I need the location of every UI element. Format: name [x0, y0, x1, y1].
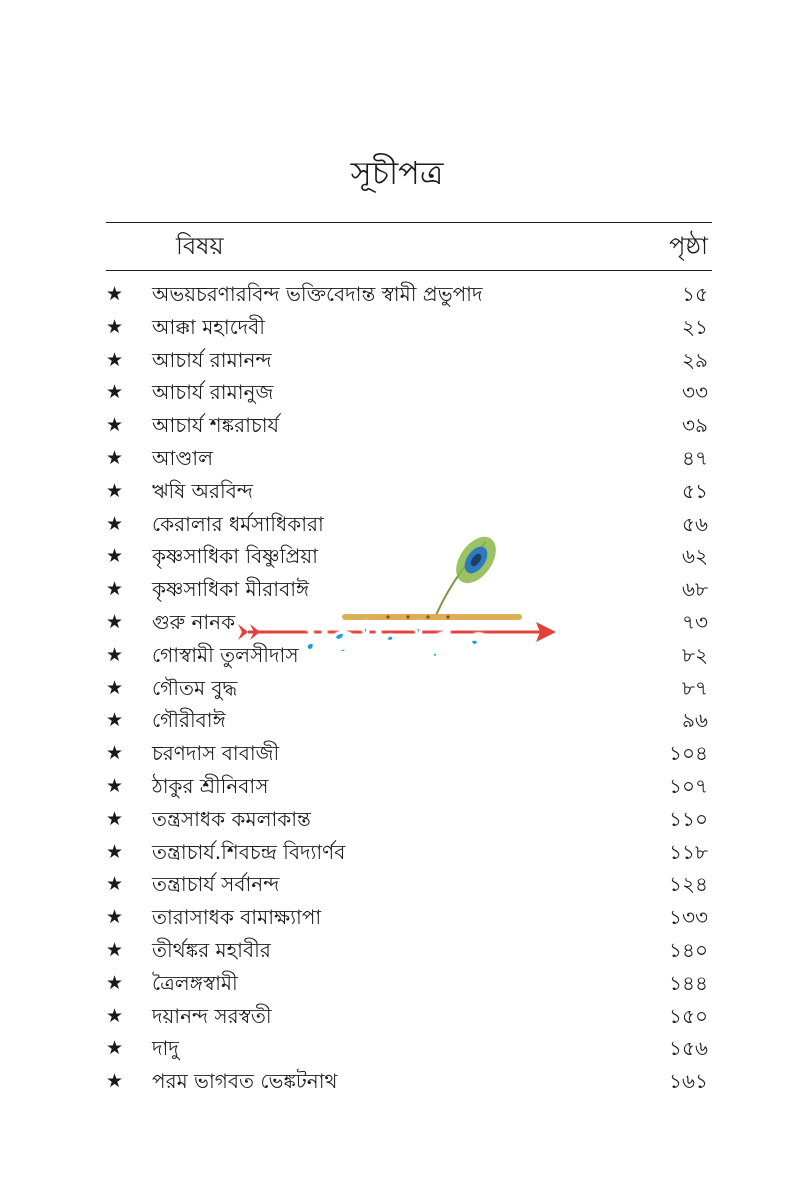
- star-bullet-icon: ★: [106, 348, 124, 371]
- toc-entry-page: ৮৭: [682, 675, 708, 700]
- toc-entry-page: ৮২: [682, 642, 708, 667]
- watermark-text: মহাভারত: [304, 612, 495, 670]
- toc-entry-title: গুরু নানক: [152, 609, 236, 634]
- star-bullet-icon: ★: [106, 742, 124, 765]
- star-bullet-icon: ★: [106, 610, 124, 633]
- toc-entry-title: আচার্য রামানন্দ: [152, 347, 272, 372]
- page-title: সূচীপত্র: [350, 154, 444, 192]
- toc-entry-title: অভয়চরণারবিন্দ ভক্তিবেদান্ত স্বামী প্রভুপাদ: [152, 282, 483, 306]
- star-bullet-icon: ★: [106, 446, 124, 469]
- toc-entry-title: পরম ভাগবত ভেঙ্কটনাথ: [152, 1069, 338, 1094]
- star-bullet-icon: ★: [106, 1037, 124, 1060]
- star-bullet-icon: ★: [106, 873, 124, 896]
- toc-entry-title: কেরালার ধর্মসাধিকারা: [152, 511, 324, 536]
- toc-entry-page: ১১০: [669, 806, 708, 831]
- toc-entry-page: ৩৯: [682, 413, 708, 438]
- star-bullet-icon: ★: [106, 381, 124, 404]
- toc-entry-title: আণ্ডাল: [152, 445, 213, 470]
- star-bullet-icon: ★: [106, 479, 124, 502]
- header-bottom-rule: [106, 270, 712, 271]
- star-bullet-icon: ★: [106, 807, 124, 830]
- toc-entry[interactable]: [0, 739, 794, 772]
- toc-entry-title: ত্রৈলঙ্গস্বামী: [152, 970, 238, 995]
- toc-entry-title: তন্ত্রসাধক কমলাকান্ত: [152, 806, 311, 831]
- toc-entry-page: ১০৪: [669, 741, 708, 766]
- toc-entry-title: গোস্বামী তুলসীদাস: [152, 642, 299, 667]
- toc-entry-title: আচার্য রামানুজ: [152, 380, 274, 405]
- toc-entry-title: দাদু: [152, 1036, 179, 1061]
- toc-entry-title: তারাসাধক বামাক্ষ্যাপা: [152, 905, 322, 930]
- star-bullet-icon: ★: [106, 578, 124, 601]
- toc-entry[interactable]: [0, 969, 794, 1002]
- toc-entry[interactable]: [0, 936, 794, 969]
- header-top-rule: [106, 222, 712, 223]
- toc-entry[interactable]: [0, 378, 794, 411]
- star-bullet-icon: ★: [106, 906, 124, 929]
- toc-entry-title: তন্ত্রাচার্য.শিবচন্দ্র বিদ্যার্ণব: [152, 839, 346, 864]
- toc-entry-page: ১১৮: [669, 839, 708, 864]
- toc-entry[interactable]: [0, 444, 794, 477]
- toc-entry-page: ৭৩: [681, 609, 708, 634]
- toc-entry[interactable]: [0, 772, 794, 805]
- toc-entry[interactable]: [0, 1067, 794, 1100]
- toc-entry-title: চরণদাস বাবাজী: [152, 741, 280, 766]
- toc-entry-page: ১৪০: [669, 937, 708, 962]
- star-bullet-icon: ★: [106, 709, 124, 732]
- toc-entry[interactable]: [0, 706, 794, 739]
- star-bullet-icon: ★: [106, 774, 124, 797]
- star-bullet-icon: ★: [106, 676, 124, 699]
- toc-entry[interactable]: [0, 477, 794, 510]
- toc-entry-page: ৬২: [681, 544, 708, 569]
- toc-entry-title: আচার্য শঙ্করাচার্য: [152, 413, 280, 438]
- toc-entry[interactable]: [0, 346, 794, 379]
- toc-entry-title: আক্কা মহাদেবী: [152, 314, 266, 339]
- toc-entry-title: ঠাকুর শ্রীনিবাস: [152, 773, 269, 798]
- star-bullet-icon: ★: [106, 512, 124, 535]
- toc-entry-page: ১২৪: [669, 872, 708, 897]
- toc-entry[interactable]: [0, 870, 794, 903]
- toc-entry[interactable]: [0, 838, 794, 871]
- toc-entry-page: ১৩৩: [669, 905, 708, 930]
- toc-entry-page: ১৪৪: [669, 970, 708, 995]
- star-bullet-icon: ★: [106, 315, 124, 338]
- subject-column-header: বিষয়: [176, 232, 224, 260]
- star-bullet-icon: ★: [106, 938, 124, 961]
- toc-entry-page: ৫১: [682, 478, 708, 503]
- star-bullet-icon: ★: [106, 971, 124, 994]
- toc-entry[interactable]: [0, 313, 794, 346]
- toc-entry-page: ১৫: [682, 282, 708, 306]
- toc-entry-title: কৃষ্ণসাধিকা মীরাবাঈ: [152, 577, 310, 602]
- toc-entry-title: তন্ত্রাচার্য সর্বানন্দ: [152, 872, 280, 897]
- toc-entry-title: তীর্থঙ্কর মহাবীর: [152, 937, 271, 962]
- toc-entry-page: ৬৮: [682, 577, 708, 602]
- toc-entry-title: ঋষি অরবিন্দ: [152, 478, 253, 503]
- star-bullet-icon: ★: [106, 545, 124, 568]
- star-bullet-icon: ★: [106, 840, 124, 863]
- star-bullet-icon: ★: [106, 283, 124, 305]
- toc-entry-page: ৪৭: [682, 445, 708, 470]
- toc-entry-page: ১০৭: [669, 773, 708, 798]
- toc-entry-page: ১৬১: [669, 1069, 708, 1094]
- toc-entry-title: কৃষ্ণসাধিকা বিষ্ণুপ্রিয়া: [152, 544, 318, 569]
- toc-entry-title: গৌরীবাঈ: [152, 708, 226, 733]
- star-bullet-icon: ★: [106, 1004, 124, 1027]
- toc-entry-page: ২১: [682, 314, 708, 339]
- toc-entry-title: দয়ানন্দ সরস্বতী: [152, 1003, 272, 1028]
- toc-entry[interactable]: [0, 1034, 794, 1067]
- toc-entry-page: ৩৩: [681, 380, 708, 405]
- toc-entry-page: ১৫৬: [669, 1036, 708, 1061]
- toc-entry[interactable]: [0, 280, 794, 313]
- toc-entry-page: ৫৬: [682, 511, 708, 536]
- toc-entry[interactable]: [0, 1002, 794, 1035]
- star-bullet-icon: ★: [106, 414, 124, 437]
- toc-entry-page: ৯৬: [682, 708, 708, 733]
- toc-entry[interactable]: [0, 411, 794, 444]
- toc-entry[interactable]: [0, 805, 794, 838]
- toc-entry-page: ১৫০: [669, 1003, 708, 1028]
- toc-entry[interactable]: [0, 903, 794, 936]
- star-bullet-icon: ★: [106, 1070, 124, 1093]
- toc-entry-page: ২৯: [682, 347, 708, 372]
- toc-entry-title: গৌতম বুদ্ধ: [152, 675, 238, 700]
- page-column-header: পৃষ্ঠা: [669, 232, 708, 260]
- star-bullet-icon: ★: [106, 643, 124, 666]
